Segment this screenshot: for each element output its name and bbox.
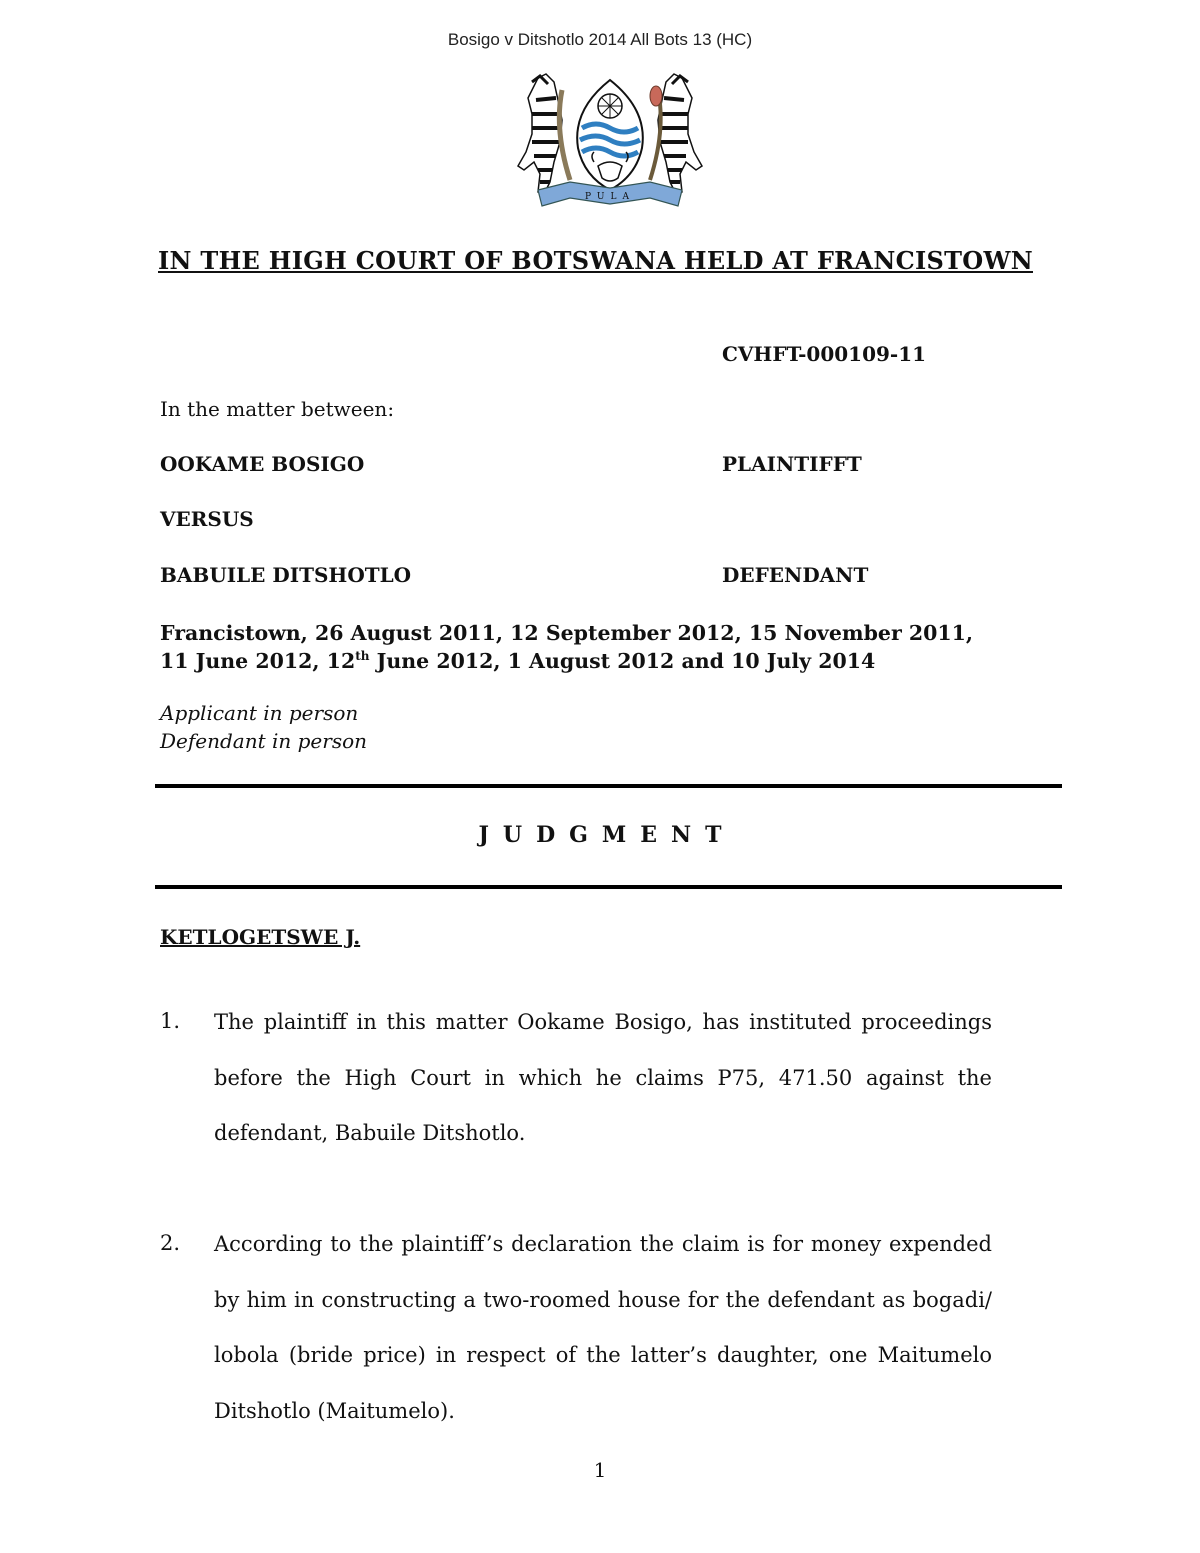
plaintiff-name: OOKAME BOSIGO [160, 452, 365, 476]
defendant-role: DEFENDANT [722, 563, 869, 587]
shield-icon [577, 80, 643, 190]
hearing-dates [160, 619, 1070, 675]
case-number: CVHFT-000109-11 [722, 342, 927, 366]
paragraph-number: 1. [160, 1009, 181, 1033]
judgment-heading: JUDGMENT [478, 822, 736, 848]
judge-name: KETLOGETSWE J. [160, 925, 361, 949]
court-title: IN THE HIGH COURT OF BOTSWANA HELD AT FRANCISTOWN [158, 246, 1033, 275]
hearing-dates-line2: 11 June 2012, 12th June 2012, 1 August 2012 and 10 July 2014 [160, 649, 876, 673]
parties-intro: In the matter between: [160, 397, 395, 421]
right-zebra-icon [658, 74, 702, 194]
paragraph-text: The plaintiff in this matter Ookame Bosigo, has instituted proceedings before the High Court in which he claims P75, 471.50 against the defendant, Babuile Ditshotlo. [214, 1010, 992, 1145]
left-zebra-icon [518, 74, 562, 194]
appearance-applicant: Applicant in person [160, 701, 359, 725]
hearing-dates-line1: Francistown, 26 August 2011, 12 September 2012, 15 November 2011, [160, 621, 974, 645]
divider-bottom [155, 885, 1062, 889]
page-number: 1 [593, 1458, 607, 1482]
divider-top [155, 784, 1062, 788]
versus-label: VERSUS [160, 507, 254, 531]
plaintiff-role: PLAINTIFFT [722, 452, 862, 476]
appearance-defendant: Defendant in person [160, 729, 368, 753]
defendant-name: BABUILE DITSHOTLO [160, 563, 412, 587]
paragraph-number: 2. [160, 1231, 181, 1255]
coat-of-arms-icon [510, 70, 710, 215]
running-header: Bosigo v Ditshotlo 2014 All Bots 13 (HC) [447, 30, 753, 49]
svg-text:PULA: PULA [585, 192, 635, 202]
paragraph-text: According to the plaintiff’s declaration the claim is for money expended by him in constructing a two-roomed house for the defendant as bogadi/ lobola (bride price) in respect of the latter’s daughter, one Maitumelo Ditshotlo (Maitumelo). [214, 1232, 992, 1423]
